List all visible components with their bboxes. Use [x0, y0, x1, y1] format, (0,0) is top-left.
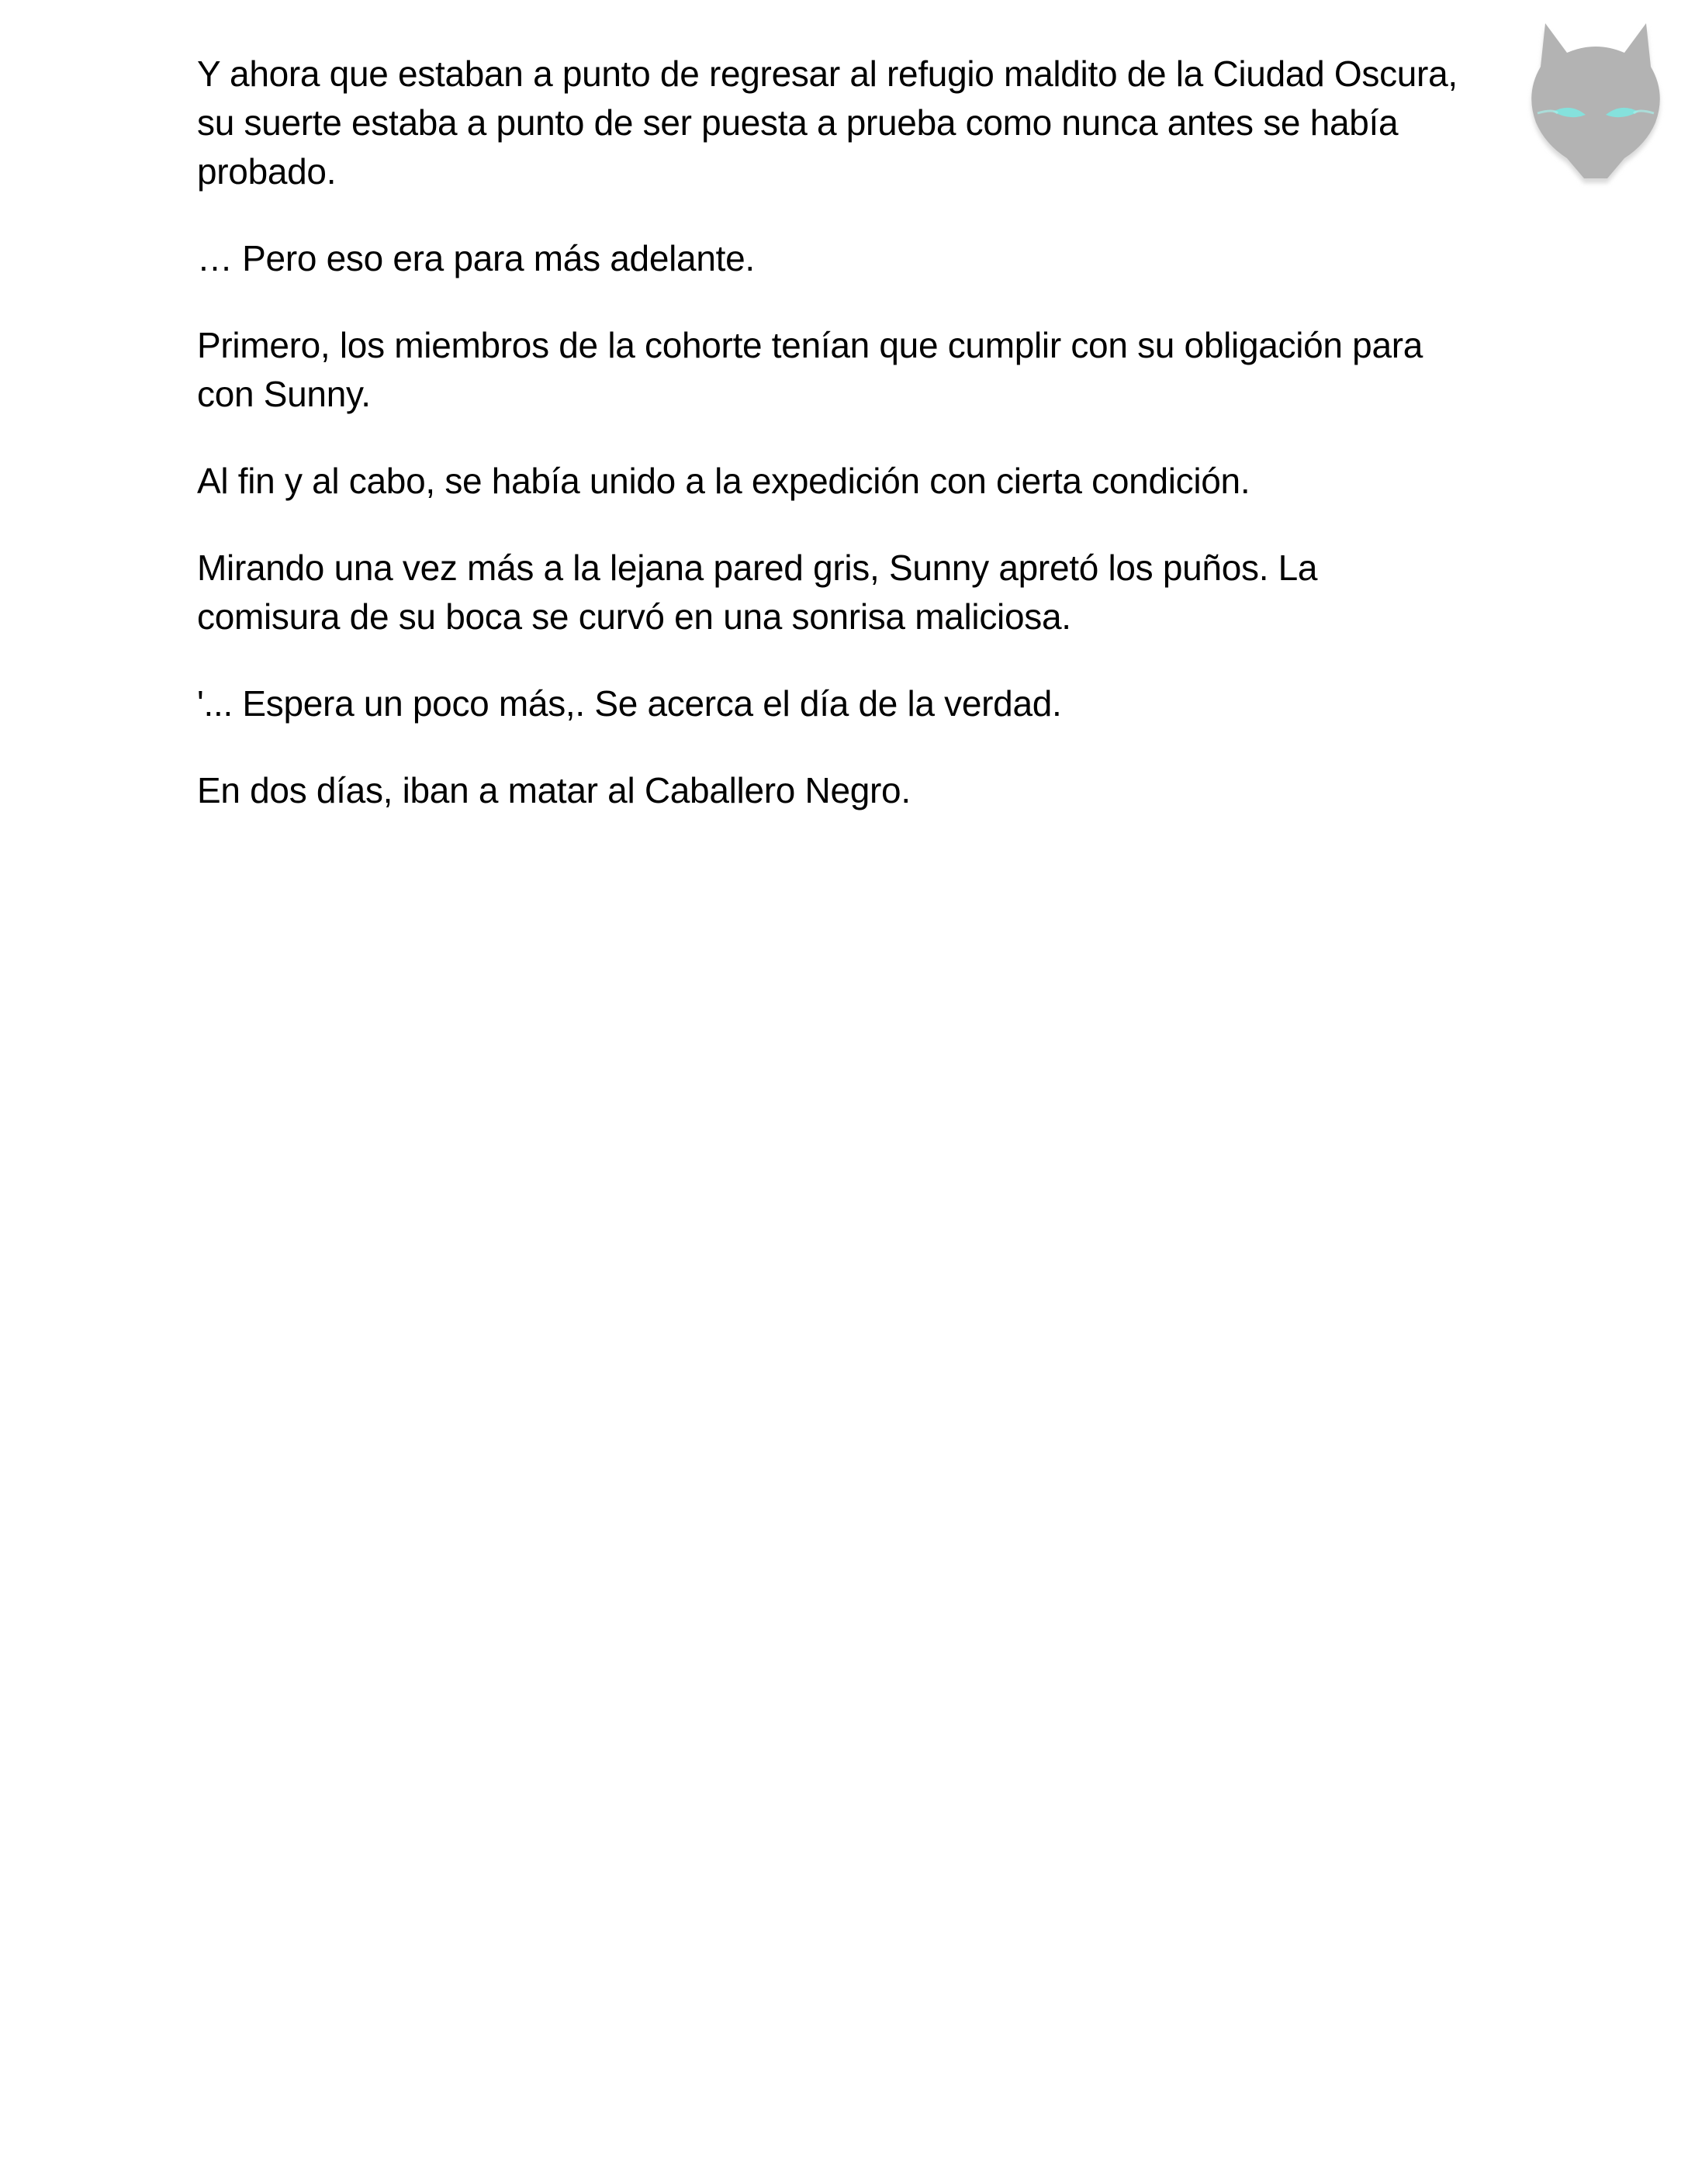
paragraph: '... Espera un poco más,. Se acerca el día de la verdad.: [197, 683, 1062, 724]
paragraph: Al fin y al cabo, se había unido a la expedición con cierta condición.: [197, 461, 1250, 501]
paragraph: Primero, los miembros de la cohorte tenían que cumplir con su obligación para con Sunny.: [197, 325, 1423, 414]
paragraph: Mirando una vez más a la lejana pared gris, Sunny apretó los puños. La comisura de su boca se curvó en una sonrisa maliciosa.: [197, 548, 1318, 637]
paragraph: En dos días, iban a matar al Caballero Negro.: [197, 770, 911, 810]
paragraph: … Pero eso era para más adelante.: [197, 238, 755, 278]
paragraph: Y ahora que estaban a punto de regresar al refugio maldito de la Ciudad Oscura, su suerte estaba a punto de ser puesta a prueba como nunca antes se había probado.: [197, 54, 1458, 192]
demon-head-icon: [1522, 12, 1669, 188]
document-body: [197, 50, 1469, 853]
